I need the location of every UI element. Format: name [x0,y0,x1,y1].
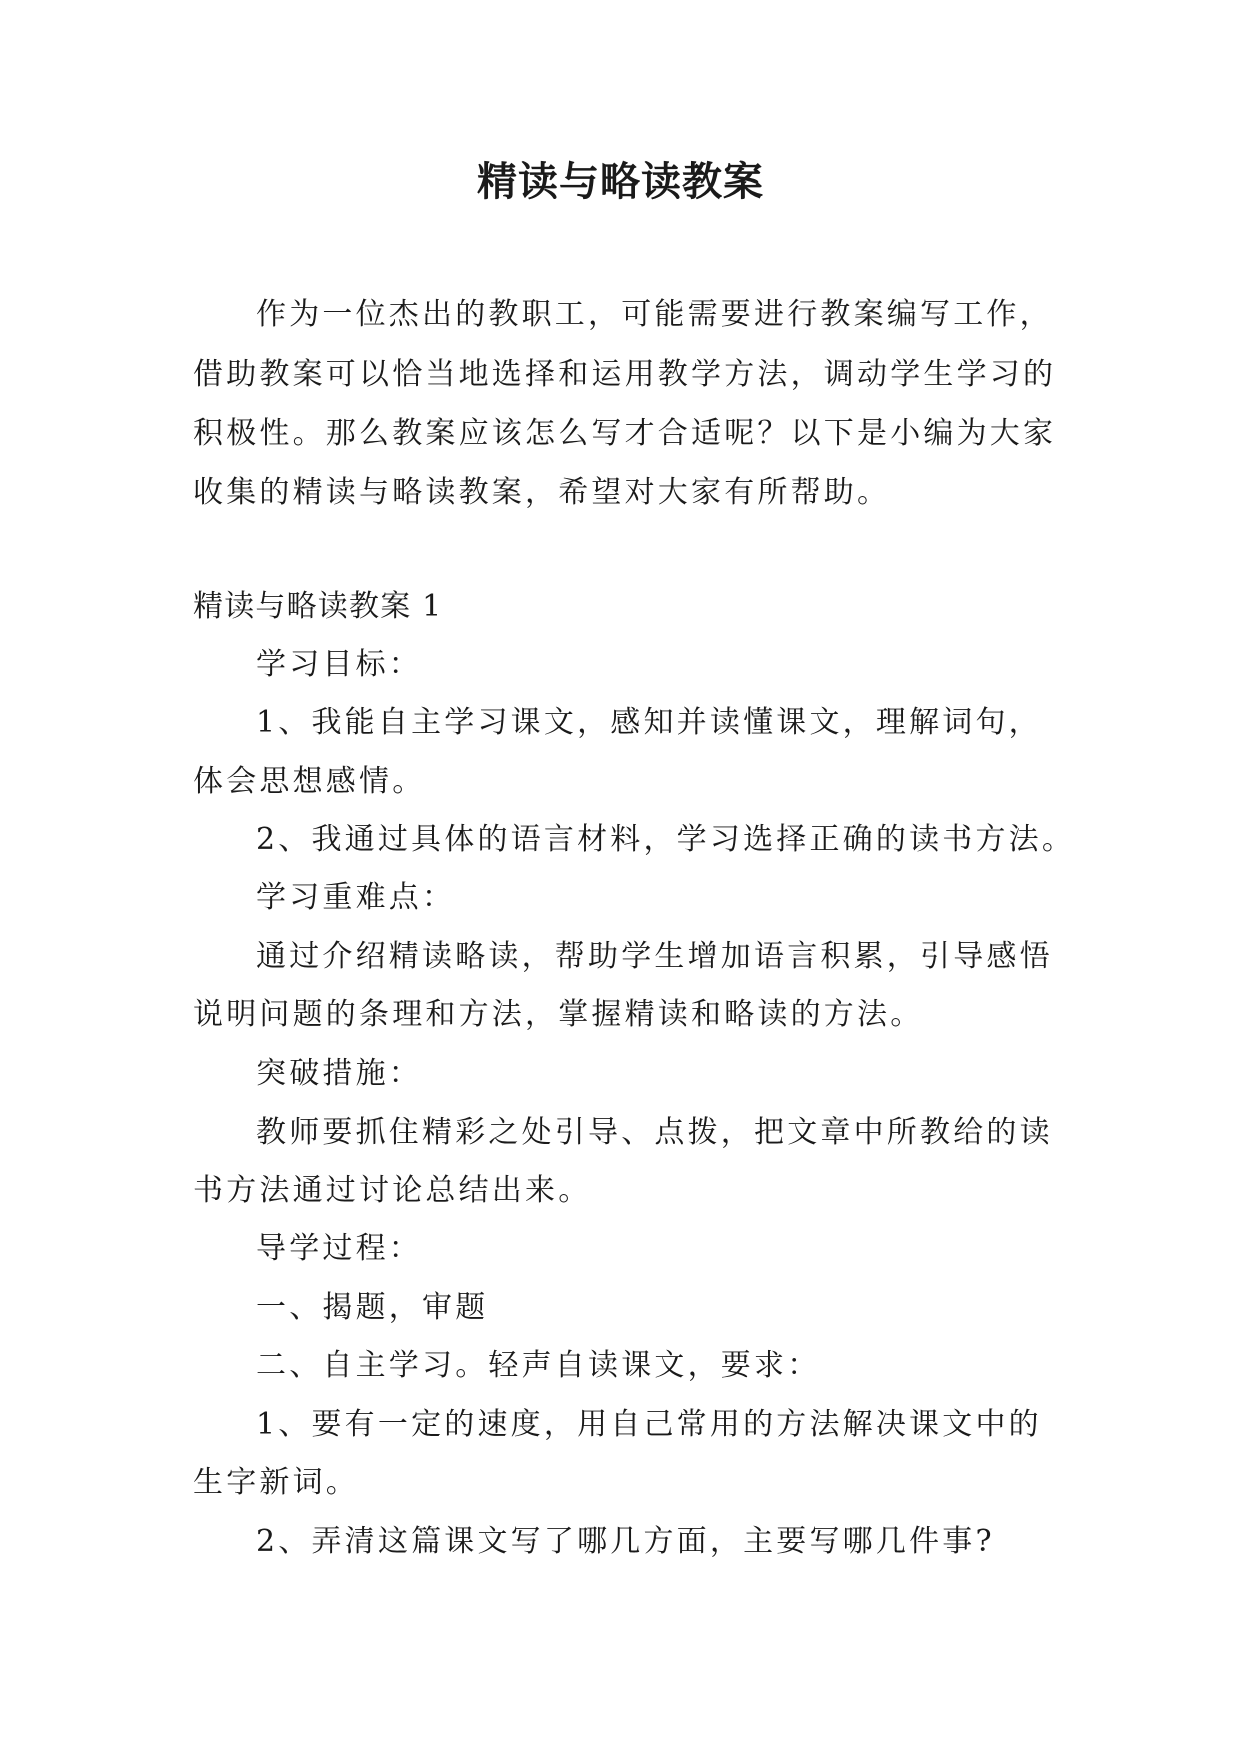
intro-line-3: 积极性。那么教案应该怎么写才合适呢？以下是小编为大家 [193,416,1057,451]
body-line: 书方法通过讨论总结出来。 [193,1173,592,1208]
body-line: 1、要有一定的速度，用自己常用的方法解决课文中的 [256,1407,1042,1442]
body-line: 导学过程： [256,1231,422,1266]
body-line: 突破措施： [256,1056,422,1091]
intro-line-2: 借助教案可以恰当地选择和运用教学方法，调动学生学习的 [193,357,1057,392]
body-line: 学习重难点： [256,880,456,915]
body-line: 2、我通过具体的语言材料，学习选择正确的读书方法。 [256,822,1076,857]
body-line: 说明问题的条理和方法，掌握精读和略读的方法。 [193,997,924,1032]
section-heading: 精读与略读教案 1 [193,589,443,624]
document-title: 精读与略读教案 [477,158,764,205]
body-line: 体会思想感情。 [193,764,426,799]
body-line: 二、自主学习。轻声自读课文，要求： [256,1348,821,1383]
body-line: 2、弄清这篇课文写了哪几方面，主要写哪几件事? [256,1524,995,1559]
intro-line-4: 收集的精读与略读教案，希望对大家有所帮助。 [193,475,891,510]
body-line: 学习目标： [256,647,422,682]
body-line: 生字新词。 [193,1465,359,1500]
intro-line-1: 作为一位杰出的教职工，可能需要进行教案编写工作， [256,297,1053,332]
body-line: 教师要抓住精彩之处引导、点拨，把文章中所教给的读 [256,1115,1053,1150]
body-line: 一、揭题，审题 [256,1290,489,1325]
body-line: 通过介绍精读略读，帮助学生增加语言积累，引导感悟 [256,939,1053,974]
body-line: 1、我能自主学习课文，感知并读懂课文，理解词句， [256,705,1042,740]
